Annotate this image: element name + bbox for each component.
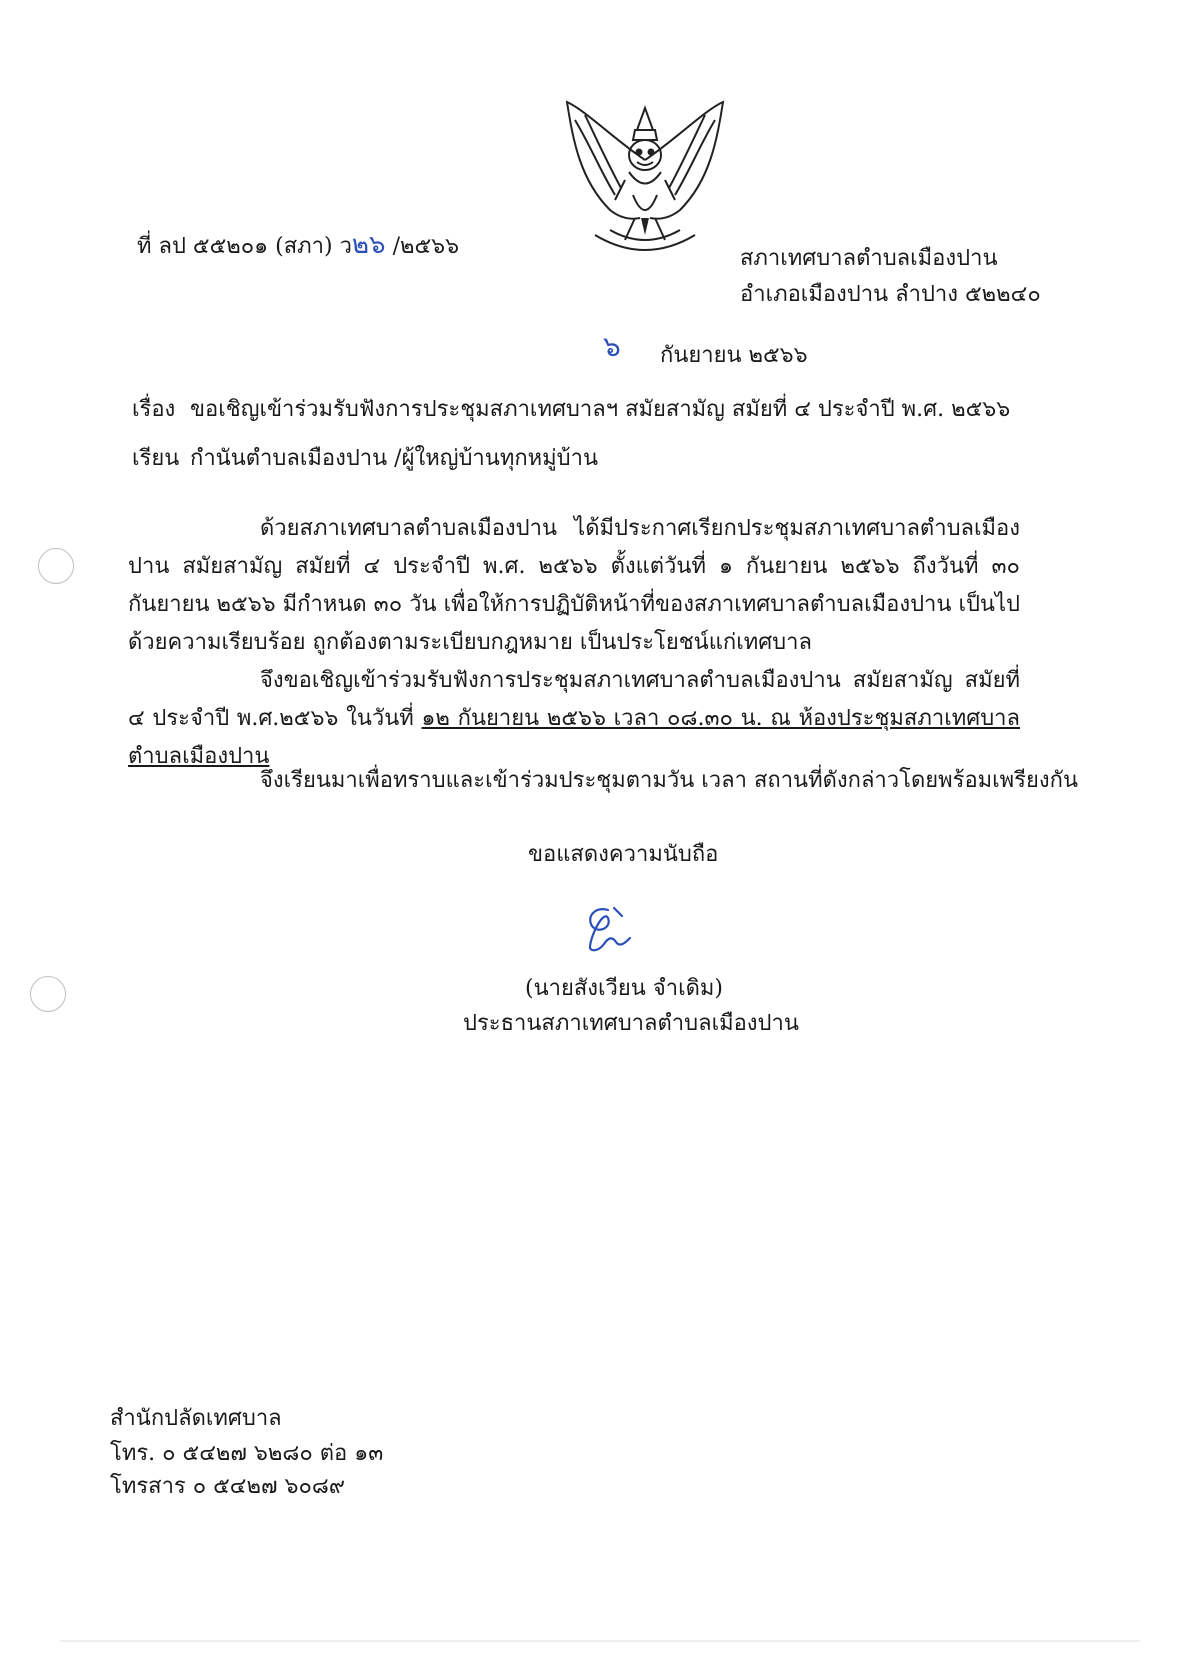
body-paragraph-3: จึงเรียนมาเพื่อทราบและเข้าร่วมประชุมตามวัน เวลา สถานที่ดังกล่าวโดยพร้อมเพรียงกัน: [260, 768, 1078, 793]
reference-suffix: /๒๕๖๖: [385, 234, 460, 259]
date-day-handwritten: ๖: [603, 330, 621, 363]
body-paragraph-2: [128, 662, 1020, 776]
garuda-emblem: [555, 100, 735, 265]
reference-handwritten: ๒๖: [351, 230, 386, 260]
to-label: เรียน: [132, 446, 180, 471]
body-paragraph-2-lead: จึงขอเชิญเข้าร่วมรับฟังการประชุมสภาเทศบาลตำบลเมืองปาน สมัยสามัญ สมัยที่ ๔ ประจำปี พ.ศ.๒๕๖๖ ในวันที่: [128, 668, 1020, 731]
scan-artifact-line: [60, 1640, 1140, 1642]
footer-fax: โทรสาร ๐ ๕๔๒๗ ๖๐๘๙: [110, 1474, 345, 1499]
reference-prefix: ที่ ลป ๕๕๒๐๑ (สภา) ว: [137, 234, 352, 259]
punch-hole-top: [38, 548, 74, 584]
closing: ขอแสดงความนับถือ: [528, 842, 719, 867]
to-text: กำนันตำบลเมืองปาน /ผู้ใหญ่บ้านทุกหมู่บ้าน: [190, 446, 598, 471]
org-name: สภาเทศบาลตำบลเมืองปาน: [740, 246, 998, 271]
signer-name: (นายสังเวียน จำเดิม): [525, 976, 723, 1001]
org-address: อำเภอเมืองปาน ลำปาง ๕๒๒๔๐: [740, 282, 1041, 307]
signer-position: ประธานสภาเทศบาลตำบลเมืองปาน: [463, 1011, 799, 1036]
handwritten-signature: [578, 902, 638, 958]
punch-hole-bottom: [30, 976, 66, 1012]
body-paragraph-1: ด้วยสภาเทศบาลตำบลเมืองปาน ได้มีประกาศเรียกประชุมสภาเทศบาลตำบลเมืองปาน สมัยสามัญ สมัยที่ ๔ ประจำปี พ.ศ. ๒๕๖๖ ตั้งแต่วันที่ ๑ กันยายน ๒๕๖๖ ถึงวันที่ ๓๐ กันยายน ๒๕๖๖ มีกำหนด ๓๐ วัน เพื่อให้การปฏิบัติหน้าที่ของสภาเทศบาลตำบลเมืองปาน เป็นไปด้วยความเรียบร้อย ถูกต้องตามระเบียบกฎหมาย เป็นประโยชน์แก่เทศบาล: [128, 516, 1020, 655]
footer-tel: โทร. ๐ ๕๔๒๗ ๖๒๘๐ ต่อ ๑๓: [110, 1441, 384, 1466]
footer-office: สำนักปลัดเทศบาล: [110, 1406, 282, 1431]
meeting-datetime-place: ๑๒ กันยายน ๒๕๖๖ เวลา ๐๘.๓๐ น. ณ ห้องประชุมสภาเทศบาลตำบลเมืองปาน: [128, 706, 1021, 769]
subject-text: ขอเชิญเข้าร่วมรับฟังการประชุมสภาเทศบาลฯ สมัยสามัญ สมัยที่ ๔ ประจำปี พ.ศ. ๒๕๖๖: [190, 397, 1011, 422]
reference-number: [137, 224, 459, 265]
subject-label: เรื่อง: [132, 397, 176, 422]
date-month-year: กันยายน ๒๕๖๖: [660, 343, 808, 368]
